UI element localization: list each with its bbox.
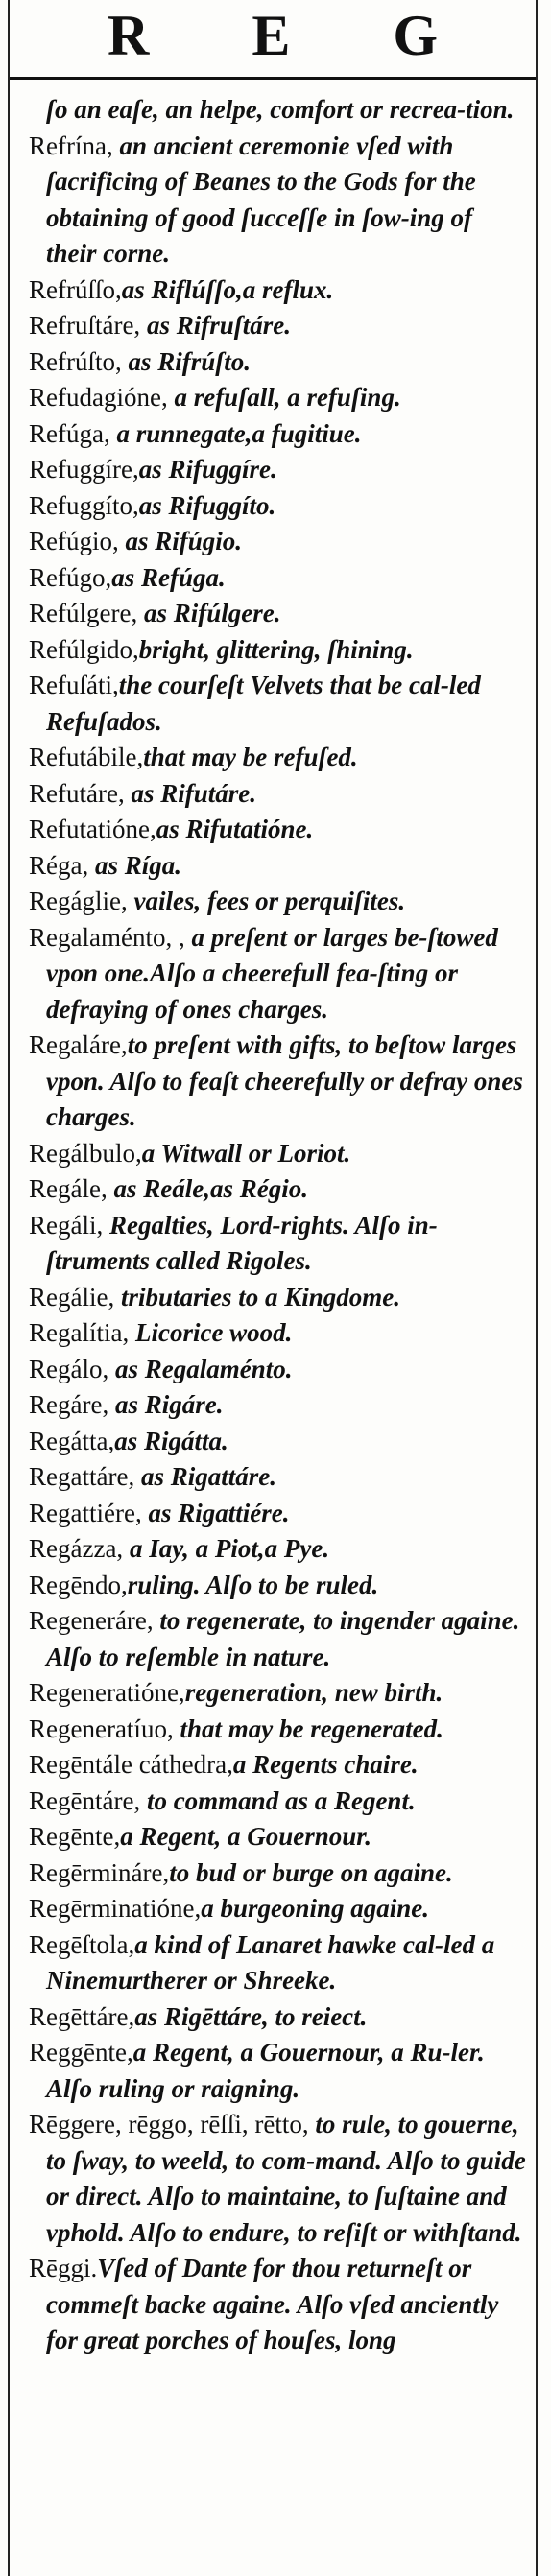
entry-headword: Regēſtola, (29, 1929, 135, 1959)
entry-definition: as Rifúlgere. (137, 599, 281, 627)
entry-headword: Regēntáre, (29, 1785, 141, 1815)
right-rule (536, 0, 538, 2576)
dictionary-entry (29, 452, 528, 488)
dictionary-entry (29, 1208, 528, 1280)
entry-headword: Regeneratíuo, (29, 1713, 174, 1743)
entry-definition: a Regent, a Gouernour, a Ru-ler. Alſo ruling or raigning. (46, 2038, 485, 2103)
entry-definition: Licorice wood. (129, 1318, 293, 1347)
entry-headword: Regálbulo, (29, 1138, 142, 1168)
entry-definition: a runnegate,a fugitiue. (109, 418, 362, 448)
entry-headword: Refúgio, (29, 527, 119, 555)
entry-definition: ſo an eaſe, an helpe, comfort or recrea-tion. (46, 95, 515, 124)
entry-headword: Regēnte, (29, 1822, 121, 1851)
entry-definition: as Rigattáre. (134, 1462, 276, 1491)
dictionary-entry (29, 380, 528, 416)
entry-headword: Regálie, (29, 1282, 115, 1312)
dictionary-entry (29, 488, 528, 525)
dictionary-entry (29, 596, 528, 632)
dictionary-entry (29, 884, 528, 920)
dictionary-entry (29, 1028, 528, 1136)
entry-headword: Refrína, (29, 130, 113, 160)
entry-headword: Regáli, (29, 1210, 104, 1240)
entry-headword: Refutáre, (29, 778, 125, 808)
entry-headword: Regaláre, (29, 1030, 128, 1059)
entry-definition: bright, glittering, ſhining. (138, 634, 414, 664)
dictionary-entry (29, 1459, 528, 1496)
dictionary-entry (29, 1280, 528, 1316)
entry-headword: Regázza, (29, 1534, 124, 1563)
entry-headword: Regēndo, (29, 1570, 128, 1599)
dictionary-entry (29, 1819, 528, 1855)
entry-definition: a Iay, a Piot,a Pye. (123, 1534, 330, 1563)
dictionary-entry (29, 524, 528, 560)
dictionary-entry (29, 2035, 528, 2107)
entry-definition: regeneration, new birth. (184, 1678, 443, 1707)
dictionary-entry (29, 1999, 528, 2036)
entry-definition: as Rifutatióne. (156, 815, 314, 843)
dictionary-entry (29, 1531, 528, 1568)
entry-headword: Rēggere, rēggo, rēſſi, rētto, (29, 2110, 309, 2139)
entry-definition: the courſeſt Velvets that be cal-led Refuſados. (46, 671, 481, 736)
entry-headword: Refuggíto, (29, 490, 139, 520)
entry-headword: Regále, (29, 1174, 108, 1203)
entry-headword: Refutatióne, (29, 815, 156, 843)
left-rule (8, 0, 10, 2576)
entry-definition: as Rifrúſto. (121, 346, 252, 376)
dictionary-entry (29, 776, 528, 813)
dictionary-entry (29, 920, 528, 1028)
dictionary-entry (29, 1424, 528, 1460)
entry-headword: Refúlgido, (29, 634, 139, 664)
dictionary-entry (29, 1927, 528, 1999)
dictionary-entry (29, 129, 528, 272)
entry-headword: Regattiére, (29, 1498, 142, 1527)
entry-definition: as Rigáre. (108, 1390, 224, 1419)
entry-headword: Regálo, (29, 1354, 109, 1383)
dictionary-entry (29, 1315, 528, 1352)
entry-definition: as Rifuggíre. (138, 455, 277, 484)
entry-definition: as Rifuggíto. (138, 490, 276, 520)
entry-headword: Refúga, (29, 418, 110, 448)
entry-definition: a Witwall or Loriot. (141, 1138, 351, 1168)
dictionary-entry (29, 1603, 528, 1675)
entry-headword: Regalaménto, , (29, 922, 185, 952)
entry-definition: a kind of Lanaret hawke cal-led a Ninemurtherer or Shreeke. (46, 1929, 495, 1995)
entry-definition: to command as a Regent. (140, 1785, 416, 1815)
dictionary-entry (29, 272, 528, 309)
entry-headword: Refudagióne, (29, 383, 168, 412)
dictionary-entry (29, 1675, 528, 1712)
entry-headword: Regērmináre, (29, 1857, 170, 1887)
dictionary-entry (29, 1171, 528, 1208)
entry-definition: vailes, fees or perquiſites. (127, 886, 406, 915)
entry-definition: as Regalaménto. (108, 1354, 293, 1383)
entry-definition: as Rigattiére. (141, 1498, 290, 1527)
entry-definition: a burgeoning againe. (201, 1894, 429, 1923)
entry-definition: Vſed of Dante for thou returneſt or commeſt backe againe. Alſo vſed anciently for great porches of houſes, long (46, 2254, 499, 2354)
entry-headword: Refruſtáre, (29, 311, 141, 340)
entry-definition: a refuſall, a refuſing. (167, 383, 401, 412)
dictionary-entry (29, 740, 528, 776)
dictionary-entry (29, 92, 528, 129)
dictionary-entry (29, 848, 528, 885)
entry-definition: as Rigátta. (114, 1426, 228, 1455)
entry-definition: to bud or burge on againe. (169, 1857, 453, 1887)
dictionary-entry (29, 1568, 528, 1604)
entry-headword: Refutábile, (29, 743, 144, 771)
entry-definition: to preſent with gifts, to beſtow larges vpon. Alſo to feaſt cheerefully or defray ones charges. (46, 1030, 523, 1131)
entry-definition: a Regents chaire. (232, 1750, 419, 1779)
dictionary-entry (29, 1891, 528, 1927)
entry-headword: Réga, (29, 850, 89, 880)
entry-definition: as Refúga. (111, 562, 226, 592)
entry-headword: Refúlgere, (29, 599, 138, 627)
entry-definition: as Rifruſtáre. (140, 311, 291, 340)
entry-headword: Refúgo, (29, 562, 112, 592)
entry-definition: tributaries to a Kingdome. (114, 1282, 401, 1312)
entry-headword: Regeneratióne, (29, 1678, 185, 1707)
dictionary-entry (29, 1712, 528, 1748)
entry-definition: that may be refuſed. (143, 743, 358, 771)
entry-definition: as Rigēttáre, to reiect. (134, 2001, 368, 2031)
entry-headword: Refrúſto, (29, 346, 122, 376)
entry-headword: Regalítia, (29, 1318, 130, 1347)
entry-definition: a Regent, a Gouernour. (120, 1822, 372, 1851)
entry-headword: Refuggíre, (29, 455, 139, 484)
entry-headword: Regáglie, (29, 886, 128, 915)
entry-definition: to regenerate, to ingender againe. Alſo to reſemble in nature. (46, 1606, 520, 1671)
dictionary-entry (29, 308, 528, 344)
dictionary-entry (29, 416, 528, 453)
entry-headword: Rēggi. (29, 2254, 98, 2282)
page-header (10, 0, 536, 80)
entry-definition: ruling. Alſo to be ruled. (127, 1570, 379, 1599)
entry-definition: as Rifutáre. (124, 778, 256, 808)
entry-list (29, 92, 528, 2359)
entry-headword: Regērminatióne, (29, 1894, 202, 1923)
entry-headword: Regattáre, (29, 1462, 135, 1491)
entry-definition: a preſent or larges be-ſtowed vpon one.Alſo a cheerefull fea-ſting or defraying of ones charges. (46, 922, 498, 1024)
dictionary-entry (29, 1352, 528, 1388)
entry-definition: to rule, to gouerne, to ſway, to weeld, to com-mand. Alſo to guide or direct. Alſo to maintaine, to ſuſtaine and vphold. Alſo to endure, to reſiſt or withſtand. (46, 2110, 526, 2247)
dictionary-entry (29, 632, 528, 669)
dictionary-entry (29, 560, 528, 597)
dictionary-entry (29, 812, 528, 848)
entry-headword: Regeneráre, (29, 1606, 154, 1635)
entry-definition: as Rifúgio. (118, 527, 243, 555)
dictionary-entry (29, 344, 528, 381)
dictionary-entry (29, 1496, 528, 1532)
entry-definition: Regalties, Lord-rights. Alſo in-ſtruments called Rigoles. (46, 1210, 438, 1275)
entry-headword: Refrúſſo, (29, 274, 122, 304)
running-head: R E G (107, 4, 483, 67)
entry-headword: Regáre, (29, 1390, 109, 1419)
dictionary-entry (29, 1855, 528, 1892)
entry-headword: Regátta, (29, 1426, 115, 1455)
entry-headword: Refuſáti, (29, 671, 119, 699)
dictionary-entry (29, 1784, 528, 1820)
dictionary-entry (29, 2251, 528, 2359)
dictionary-entry (29, 1747, 528, 1784)
entry-definition: as Ríga. (88, 850, 182, 880)
entry-headword: Regēttáre, (29, 2001, 135, 2031)
dictionary-entry (29, 1136, 528, 1172)
dictionary-entry (29, 2107, 528, 2251)
entry-definition: as Riflúſſo,a reflux. (121, 274, 334, 304)
dictionary-entry (29, 668, 528, 740)
entry-definition: as Reále,as Régio. (107, 1174, 308, 1203)
entry-headword: Regēntále cáthedra, (29, 1750, 233, 1779)
entry-definition: an ancient ceremonie vſed with ſacrificing of Beanes to the Gods for the obtaining of good ſucceſſe in ſow-ing of their corne. (46, 130, 476, 268)
dictionary-entry (29, 1387, 528, 1424)
entry-definition: that may be regenerated. (173, 1713, 443, 1743)
entry-headword: Reggēnte, (29, 2038, 133, 2067)
